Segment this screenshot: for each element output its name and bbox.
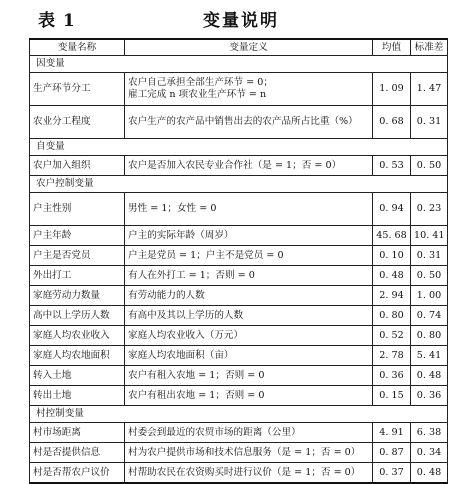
definition-cell: 农户是否加入农民专业合作社（是 = 1；否 = 0） [125, 156, 373, 176]
variable-name-cell: 户主性别 [30, 193, 125, 226]
definition-cell: 有人在外打工 = 1；否则 = 0 [125, 266, 373, 286]
sd-cell: 6. 38 [411, 423, 448, 443]
table-row [30, 423, 448, 443]
variable-name-cell: 村市场距离 [30, 423, 125, 443]
mean-cell: 0. 15 [373, 386, 411, 406]
table-row [30, 286, 448, 306]
mean-cell: 1. 09 [373, 73, 411, 106]
variable-name-cell: 户主年龄 [30, 226, 125, 246]
definition-cell: 农户自己承担全部生产环节 = 0； 雇工完成 n 项农业生产环节 = n [125, 73, 373, 106]
section-label: 村控制变量 [30, 406, 448, 423]
table-caption [0, 0, 461, 38]
table-row [30, 346, 448, 366]
sd-cell: 1. 00 [411, 286, 448, 306]
mean-cell: 2. 78 [373, 346, 411, 366]
table-body [30, 56, 448, 484]
variable-name-cell: 转出土地 [30, 386, 125, 406]
table-row [30, 463, 448, 484]
mean-cell: 2. 94 [373, 286, 411, 306]
variable-name-cell: 村是否帮农户议价 [30, 463, 125, 484]
section-row [30, 176, 448, 193]
table-row [30, 386, 448, 406]
table-row [30, 73, 448, 106]
definition-cell: 农户有租入农地 = 1；否则 = 0 [125, 366, 373, 386]
sd-cell: 10. 41 [411, 226, 448, 246]
sd-cell: 0. 36 [411, 386, 448, 406]
section-row [30, 406, 448, 423]
table-title: 变量说明 [203, 11, 279, 31]
definition-cell: 家庭人均农业收入（万元） [125, 326, 373, 346]
section-label: 因变量 [30, 56, 448, 73]
mean-cell: 0. 10 [373, 246, 411, 266]
section-label: 自变量 [30, 139, 448, 156]
definition-cell: 农户生产的农产品中销售出去的农产品所占比重（%） [125, 106, 373, 139]
definition-cell: 户主是党员 = 1；户主不是党员 = 0 [125, 246, 373, 266]
definition-cell: 男性 = 1；女性 = 0 [125, 193, 373, 226]
table-row [30, 226, 448, 246]
definition-cell: 村为农户提供市场和技术信息服务（是 = 1；否 = 0） [125, 443, 373, 463]
variable-name-cell: 转入土地 [30, 366, 125, 386]
variable-name-cell: 生产环节分工 [30, 73, 125, 106]
table-row [30, 193, 448, 226]
sd-cell: 0. 50 [411, 266, 448, 286]
header-definition: 变量定义 [125, 39, 373, 56]
mean-cell: 0. 87 [373, 443, 411, 463]
definition-cell: 村帮助农民在农资购买时进行议价（是 = 1；否 = 0） [125, 463, 373, 484]
section-row [30, 139, 448, 156]
mean-cell: 0. 37 [373, 463, 411, 484]
mean-cell: 0. 52 [373, 326, 411, 346]
sd-cell: 0. 31 [411, 106, 448, 139]
sd-cell: 0. 48 [411, 366, 448, 386]
sd-cell: 1. 47 [411, 73, 448, 106]
table-row [30, 443, 448, 463]
definition-cell: 有劳动能力的人数 [125, 286, 373, 306]
table-row [30, 326, 448, 346]
variable-name-cell: 家庭人均农地面积 [30, 346, 125, 366]
sd-cell: 0. 80 [411, 326, 448, 346]
variable-name-cell: 外出打工 [30, 266, 125, 286]
sd-cell: 0. 23 [411, 193, 448, 226]
definition-cell: 家庭人均农地面积（亩） [125, 346, 373, 366]
variable-name-cell: 高中以上学历人数 [30, 306, 125, 326]
variable-name-cell: 户主是否党员 [30, 246, 125, 266]
sd-cell: 0. 31 [411, 246, 448, 266]
mean-cell: 0. 53 [373, 156, 411, 176]
table-row [30, 246, 448, 266]
mean-cell: 0. 80 [373, 306, 411, 326]
mean-cell: 0. 48 [373, 266, 411, 286]
definition-cell: 户主的实际年龄（周岁） [125, 226, 373, 246]
variable-name-cell: 村是否提供信息 [30, 443, 125, 463]
mean-cell: 0. 36 [373, 366, 411, 386]
mean-cell: 45. 68 [373, 226, 411, 246]
header-mean: 均值 [373, 39, 411, 56]
definition-cell: 村委会到最近的农贸市场的距离（公里） [125, 423, 373, 443]
table-row [30, 266, 448, 286]
variable-name-cell: 家庭劳动力数量 [30, 286, 125, 306]
sd-cell: 5. 41 [411, 346, 448, 366]
definition-cell: 有高中及其以上学历的人数 [125, 306, 373, 326]
table-row [30, 106, 448, 139]
mean-cell: 0. 94 [373, 193, 411, 226]
mean-cell: 0. 68 [373, 106, 411, 139]
section-row [30, 56, 448, 73]
header-variable-name: 变量名称 [30, 39, 125, 56]
table-number: 表 1 [38, 11, 76, 31]
sd-cell: 0. 74 [411, 306, 448, 326]
table-row [30, 366, 448, 386]
mean-cell: 4. 91 [373, 423, 411, 443]
table-row [30, 306, 448, 326]
table-row [30, 156, 448, 176]
section-label: 农户控制变量 [30, 176, 448, 193]
variable-name-cell: 家庭人均农业收入 [30, 326, 125, 346]
variable-table [29, 38, 448, 484]
header-sd: 标准差 [411, 39, 448, 56]
sd-cell: 0. 34 [411, 443, 448, 463]
variable-name-cell: 农户加入组织 [30, 156, 125, 176]
sd-cell: 0. 48 [411, 463, 448, 484]
header-row [30, 39, 448, 56]
definition-cell: 农户有租出农地 = 1；否则 = 0 [125, 386, 373, 406]
variable-name-cell: 农业分工程度 [30, 106, 125, 139]
sd-cell: 0. 50 [411, 156, 448, 176]
